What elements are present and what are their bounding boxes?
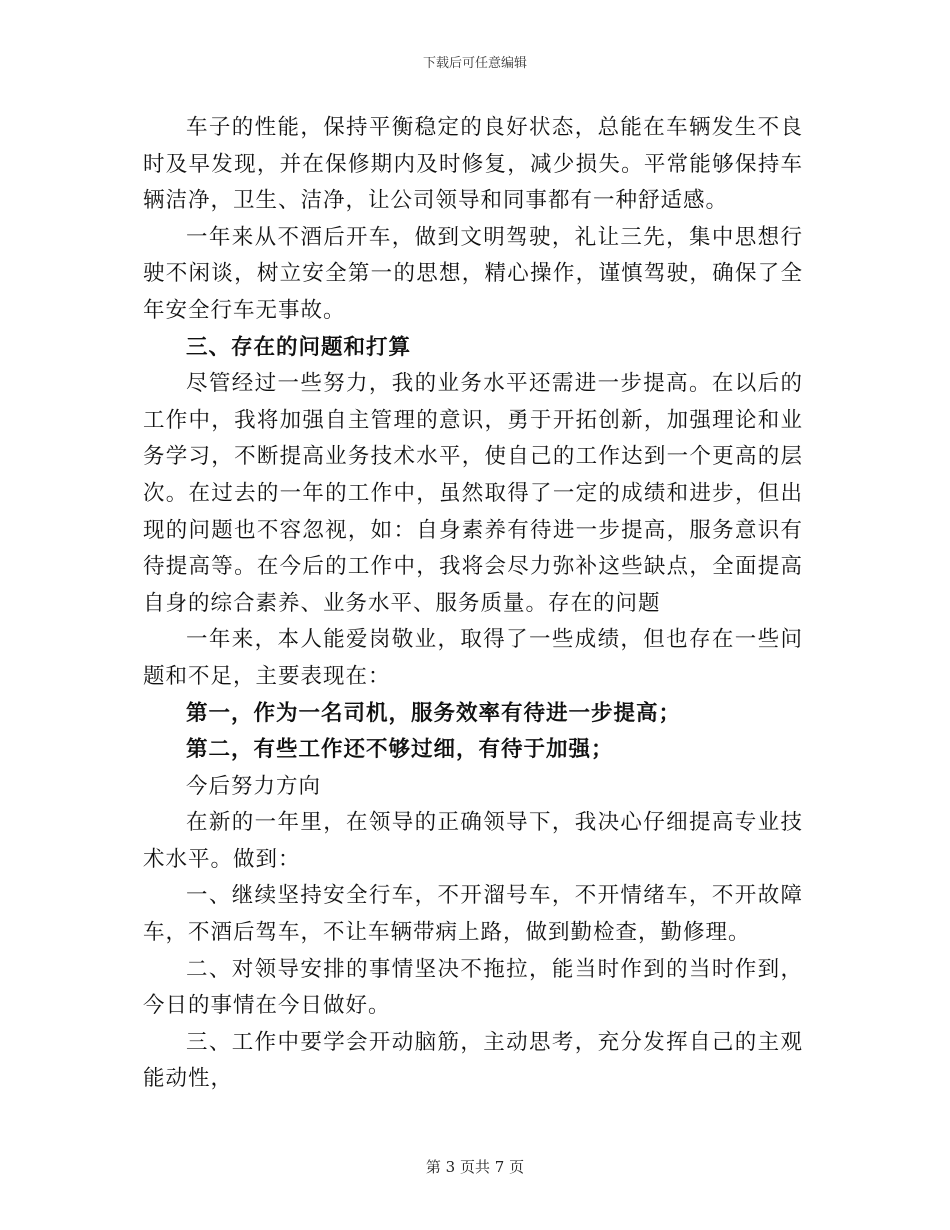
subheading-future-direction: 今后努力方向 bbox=[186, 773, 322, 799]
paragraph-new-year-goal: 在新的一年里，在领导的正确领导下，我决心仔细提高专业技术水平。做到： bbox=[143, 810, 803, 872]
item-three: 三、工作中要学会开动脑筋，主动思考，充分发挥自己的主观能动性， bbox=[143, 1029, 803, 1092]
item-one: 一、继续坚持安全行车，不开溜号车，不开情绪车，不开故障车，不酒后驾车，不让车辆带病上路，做到勤检查，勤修理。 bbox=[143, 883, 803, 946]
paragraph-shortcomings-intro: 一年来，本人能爱岗敬业，取得了一些成绩，但也存在一些问题和不足，主要表现在： bbox=[143, 627, 803, 689]
paragraph-safe-driving: 一年来从不酒后开车，做到文明驾驶，礼让三先，集中思想行驶不闲谈，树立安全第一的思想，精心操作，谨慎驾驶，确保了全年安全行车无事故。 bbox=[143, 224, 803, 323]
document-body bbox=[143, 110, 803, 1098]
paragraph-vehicle-maintenance: 车子的性能，保持平衡稳定的良好状态，总能在车辆发生不良时及早发现，并在保修期内及时修复，减少损失。平常能够保持车辆洁净，卫生、洁净，让公司领导和同事都有一种舒适感。 bbox=[143, 115, 803, 214]
section-heading-problems-plans: 三、存在的问题和打算 bbox=[186, 334, 412, 360]
point-second: 第二，有些工作还不够过细，有待于加强； bbox=[186, 737, 614, 763]
page-footer: 第 3 页共 7 页 bbox=[425, 1158, 525, 1176]
point-first: 第一，作为一名司机，服务效率有待进一步提高； bbox=[186, 700, 682, 726]
page-header: 下载后可任意编辑 bbox=[422, 56, 527, 71]
item-two: 二、对领导安排的事情坚决不拖拉，能当时作到的当时作到，今日的事情在今日做好。 bbox=[143, 956, 803, 1019]
paragraph-improvement: 尽管经过一些努力，我的业务水平还需进一步提高。在以后的工作中，我将加强自主管理的意识，勇于开拓创新，加强理论和业务学习，不断提高业务技术水平，使自己的工作达到一个更高的层次。在过去的一年的工作中，虽然取得了一定的成绩和进步，但出现的问题也不容忽视，如：自身素养有待进一步提高，服务意识有待提高等。在今后的工作中，我将会尽力弥补这些缺点，全面提高自身的综合素养、业务水平、服务质量。存在的问题 bbox=[143, 371, 803, 616]
